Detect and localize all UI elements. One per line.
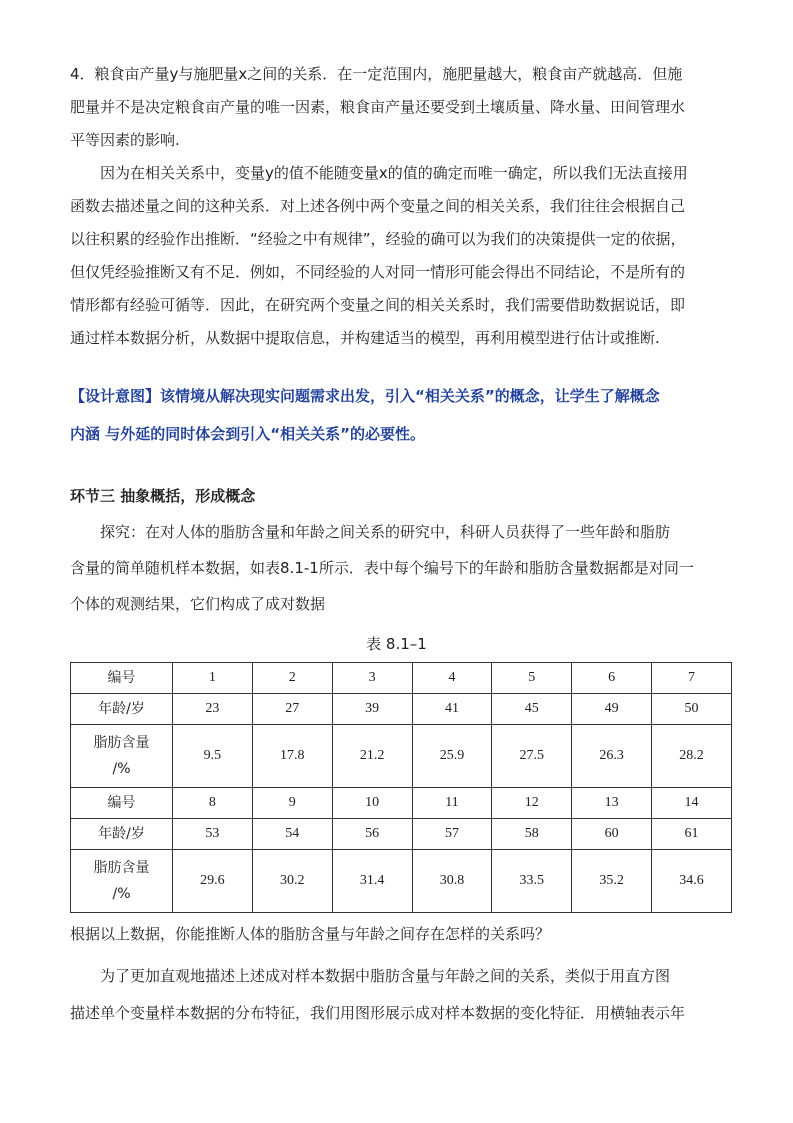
table-cell: 7 — [652, 663, 732, 694]
table-cell: 56 — [332, 819, 412, 850]
table-cell: 49 — [572, 694, 652, 725]
row-label-fat — [71, 850, 173, 913]
table-row-id-2 — [71, 788, 732, 819]
text-line: 个体的观测结果，它们构成了成对数据 — [70, 595, 326, 613]
table-cell: 10 — [332, 788, 412, 819]
table-cell: 29.6 — [173, 850, 253, 913]
table-cell: 21.2 — [332, 725, 412, 788]
text-line: 平等因素的影响. — [70, 131, 180, 149]
table-cell: 31.4 — [332, 850, 412, 913]
row-label-fat-unit: /% — [112, 761, 131, 777]
table-cell: 28.2 — [652, 725, 732, 788]
question-text: 根据以上数据，你能推断人体的脂肪含量与年龄之间存在怎样的关系吗？ — [70, 925, 551, 943]
design-intent-note — [70, 377, 732, 453]
paragraph-closing — [70, 958, 732, 1032]
table-cell: 45 — [492, 694, 572, 725]
table-cell: 35.2 — [572, 850, 652, 913]
table-cell: 27.5 — [492, 725, 572, 788]
table-cell: 30.2 — [252, 850, 332, 913]
text-line: 含量的简单随机样本数据，如表8.1-1所示．表中每个编号下的年龄和脂肪含量数据都是对同一 — [70, 559, 694, 577]
table-cell: 9.5 — [173, 725, 253, 788]
table-cell: 41 — [412, 694, 492, 725]
text-line: 4．粮食亩产量y与施肥量x之间的关系．在一定范围内，施肥量越大，粮食亩产就越高．但施 — [70, 65, 683, 83]
table-cell: 30.8 — [412, 850, 492, 913]
text-line: 以往积累的经验作出推断．“经验之中有规律”，经验的确可以为我们的决策提供一定的依据， — [70, 230, 686, 248]
table-cell: 58 — [492, 819, 572, 850]
row-label-id: 编号 — [71, 788, 173, 819]
table-cell: 17.8 — [252, 725, 332, 788]
table-cell: 2 — [252, 663, 332, 694]
row-label-fat-line: 脂肪含量 — [93, 860, 150, 876]
text-line: 描述单个变量样本数据的分布特征，我们用图形展示成对样本数据的变化特征．用横轴表示年 — [70, 1004, 686, 1022]
table-row-fat-2 — [71, 850, 732, 913]
table-cell: 53 — [173, 819, 253, 850]
table-cell: 5 — [492, 663, 572, 694]
table-cell: 3 — [332, 663, 412, 694]
table-cell: 23 — [173, 694, 253, 725]
text-line: 函数去描述量之间的这种关系．对上述各例中两个变量之间的相关关系，我们往往会根据自己 — [70, 197, 686, 215]
table-cell: 54 — [252, 819, 332, 850]
table-cell: 9 — [252, 788, 332, 819]
age-fat-data-table — [70, 662, 732, 913]
text-line: 肥量并不是决定粮食亩产量的唯一因素，粮食亩产量还要受到土壤质量、降水量、田间管理水 — [70, 98, 686, 116]
row-label-fat — [71, 725, 173, 788]
table-cell: 25.9 — [412, 725, 492, 788]
table-cell: 14 — [652, 788, 732, 819]
text-line: 因为在相关关系中，变量y的值不能随变量x的值的确定而唯一确定，所以我们无法直接用 — [100, 164, 688, 182]
table-cell: 61 — [652, 819, 732, 850]
section-heading: 环节三 抽象概括，形成概念 — [70, 487, 256, 505]
table-cell: 33.5 — [492, 850, 572, 913]
table-cell: 13 — [572, 788, 652, 819]
table-cell: 27 — [252, 694, 332, 725]
paragraph-correlation-explanation — [70, 157, 732, 355]
table-cell: 4 — [412, 663, 492, 694]
row-label-id: 编号 — [71, 663, 173, 694]
table-row-fat-1 — [71, 725, 732, 788]
paragraph-fertilizer-example — [70, 58, 732, 157]
table-cell: 6 — [572, 663, 652, 694]
text-line: 内涵 与外延的同时体会到引入“相关关系”的必要性。 — [70, 425, 425, 443]
table-row-age-2 — [71, 819, 732, 850]
row-label-fat-line: 脂肪含量 — [93, 735, 150, 751]
table-cell: 50 — [652, 694, 732, 725]
row-label-age: 年龄/岁 — [71, 694, 173, 725]
table-row-id-1 — [71, 663, 732, 694]
table-cell: 60 — [572, 819, 652, 850]
table-cell: 57 — [412, 819, 492, 850]
table-row-age-1 — [71, 694, 732, 725]
text-line: 【设计意图】该情境从解决现实问题需求出发，引入“相关关系”的概念，让学生了解概念 — [70, 387, 660, 405]
paragraph-exploration — [70, 514, 732, 622]
table-cell: 8 — [173, 788, 253, 819]
table-cell: 39 — [332, 694, 412, 725]
row-label-age: 年龄/岁 — [71, 819, 173, 850]
table-cell: 12 — [492, 788, 572, 819]
text-line: 为了更加直观地描述上述成对样本数据中脂肪含量与年龄之间的关系，类似于用直方图 — [100, 967, 671, 985]
text-line: 情形都有经验可循等．因此，在研究两个变量之间的相关关系时，我们需要借助数据说话，即 — [70, 296, 686, 314]
table-cell: 11 — [412, 788, 492, 819]
table-cell: 26.3 — [572, 725, 652, 788]
table-caption: 表 8.1–1 — [366, 635, 427, 653]
text-line: 但仅凭经验推断又有不足．例如，不同经验的人对同一情形可能会得出不同结论，不是所有的 — [70, 263, 686, 281]
text-line: 通过样本数据分析，从数据中提取信息，并构建适当的模型，再利用模型进行估计或推断. — [70, 329, 660, 347]
table-cell: 34.6 — [652, 850, 732, 913]
table-cell: 1 — [173, 663, 253, 694]
row-label-fat-unit: /% — [112, 886, 131, 902]
text-line: 探究：在对人体的脂肪含量和年龄之间关系的研究中，科研人员获得了一些年龄和脂肪 — [100, 523, 671, 541]
